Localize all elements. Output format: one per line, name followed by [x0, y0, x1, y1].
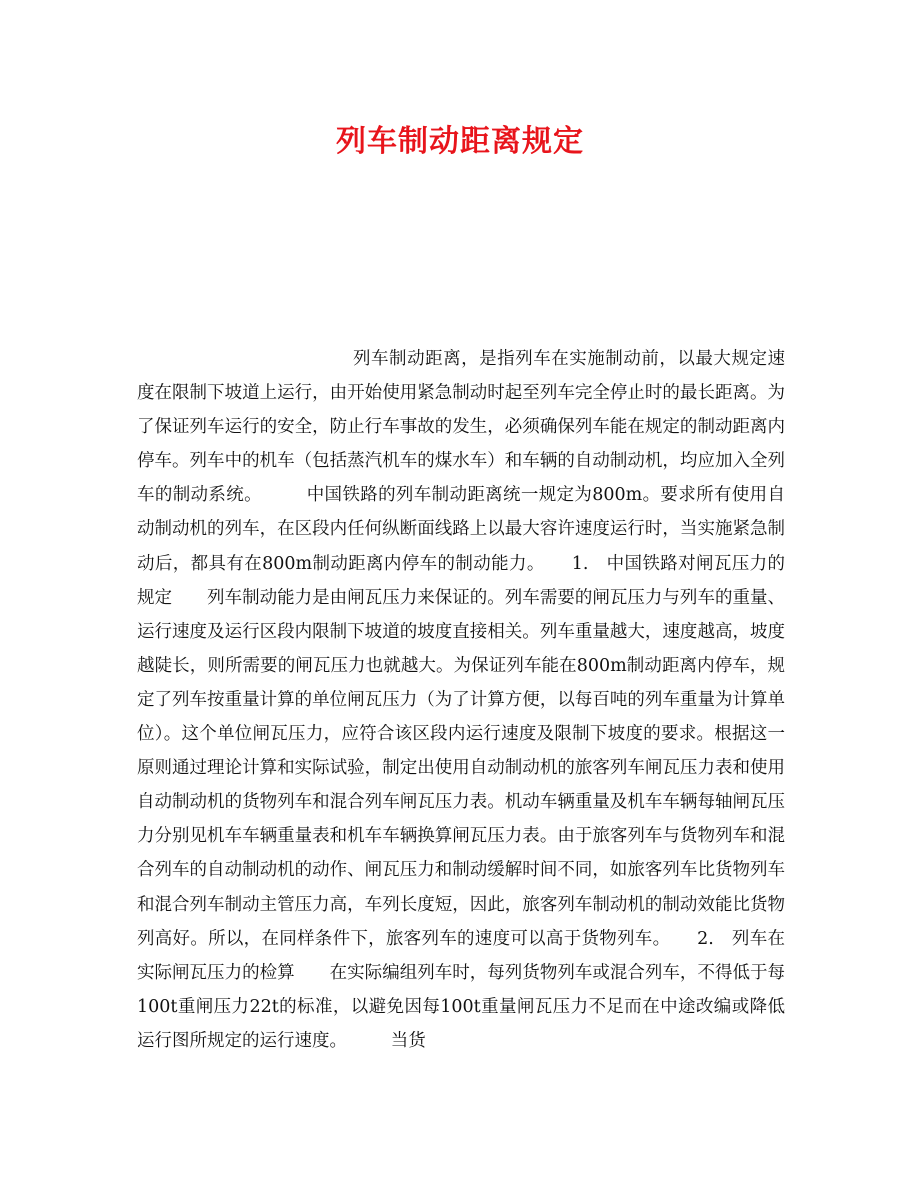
document-title: 列车制动距离规定 [336, 124, 584, 159]
document-body: 列车制动距离，是指列车在实施制动前，以最大规定速度在限制下坡道上运行，由开始使用紧急制动时起至列车完全停止时的最长距离。为了保证列车运行的安全，防止行车事故的发生，必须确保列车能在规定的制动距离内停车。列车中的机车（包括蒸汽机车的煤水车）和车辆的自动制动机，均应加入全列车的制动系统。 中国铁路的列车制动距离统一规定为800m。要求所有使用自动制动机的列车，在区段内任何纵断面线路上以最大容许速度运行时，当实施紧急制动后，都具有在800m制动距离内停车的制动能力。 1. 中国铁路对闸瓦压力的规定 列车制动能力是由闸瓦压力来保证的。列车需要的闸瓦压力与列车的重量、运行速度及运行区段内限制下坡道的坡度直接相关。列车重量越大，速度越高，坡度越陡长，则所需要的闸瓦压力也就越大。为保证列车能在800m制动距离内停车，规定了列车按重量计算的单位闸瓦压力（为了计算方便，以每百吨的列车重量为计算单位）。这个单位闸瓦压力，应符合该区段内运行速度及限制下坡度的要求。根据这一原则通过理论计算和实际试验，制定出使用自动制动机的旅客列车闸瓦压力表和使用自动制动机的货物列车和混合列车闸瓦压力表。机动车辆重量及机车车辆每轴闸瓦压力分别见机车车辆重量表和机车车辆换算闸瓦压力表。由于旅客列车与货物列车和混合列车的自动制动机的动作、闸瓦压力和制动缓解时间不同，如旅客列车比货物列车和混合列车制动主管压力高，车列长度短，因此，旅客列车制动机的制动效能比货物列高好。所以，在同样条件下，旅客列车的速度可以高于货物列车。 2. 列车在实际闸瓦压力的检算 在实际编组列车时，每列货物列车或混合列车，不得低于每100t重闸压力22t的标准，以避免因每100t重量闸瓦压力不足而在中途改编或降低运行图所规定的运行速度。 当货 [137, 349, 785, 1051]
